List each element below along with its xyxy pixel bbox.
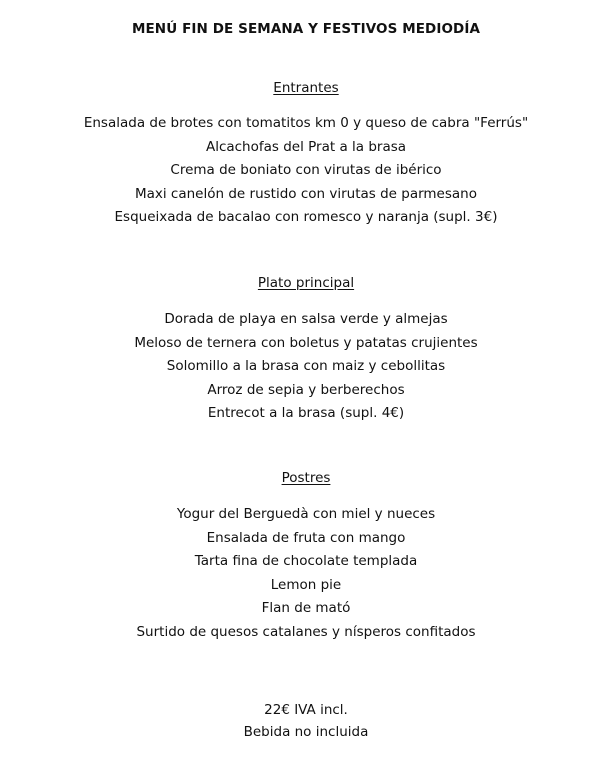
menu-item: Crema de boniato con virutas de ibérico bbox=[170, 162, 442, 178]
menu-item: Alcachofas del Prat a la brasa bbox=[205, 138, 407, 155]
menu-item: Surtido de quesos catalanes y nísperos confitados bbox=[136, 623, 476, 640]
menu-item: Maxi canelón de rustido con virutas de parmesano bbox=[134, 185, 477, 202]
menu-item: Ensalada de fruta con mango bbox=[206, 529, 406, 546]
section-heading-plato-principal: Plato principal bbox=[257, 275, 355, 291]
menu-title: MENÚ FIN DE SEMANA Y FESTIVOS MEDIODÍA bbox=[131, 21, 481, 37]
menu-item: Meloso de ternera con boletus y patatas crujientes bbox=[134, 334, 478, 351]
menu-item: Tarta fina de chocolate templada bbox=[194, 553, 418, 569]
section-heading-entrantes: Entrantes bbox=[273, 80, 339, 96]
section-list-entrantes bbox=[0, 112, 612, 230]
section-list-postres bbox=[0, 503, 612, 644]
section-heading-postres: Postres bbox=[281, 470, 331, 486]
menu-item: Entrecot a la brasa (supl. 4€) bbox=[207, 405, 405, 421]
section-list-plato-principal bbox=[0, 308, 612, 426]
menu-item: Dorada de playa en salsa verde y almejas bbox=[164, 311, 448, 327]
menu-item: Flan de mató bbox=[261, 600, 351, 616]
menu-item: Solomillo a la brasa con maiz y cebollitas bbox=[166, 358, 446, 374]
menu-item: Ensalada de brotes con tomatitos km 0 y queso de cabra "Ferrús" bbox=[83, 115, 529, 131]
menu-item: Arroz de sepia y berberechos bbox=[207, 381, 405, 398]
menu-item: Lemon pie bbox=[270, 576, 342, 593]
menu-item: Yogur del Berguedà con miel y nueces bbox=[176, 506, 436, 522]
price-note: 22€ IVA incl. bbox=[264, 702, 348, 718]
drink-note: Bebida no incluida bbox=[243, 724, 369, 740]
menu-item: Esqueixada de bacalao con romesco y naranja (supl. 3€) bbox=[114, 209, 498, 225]
